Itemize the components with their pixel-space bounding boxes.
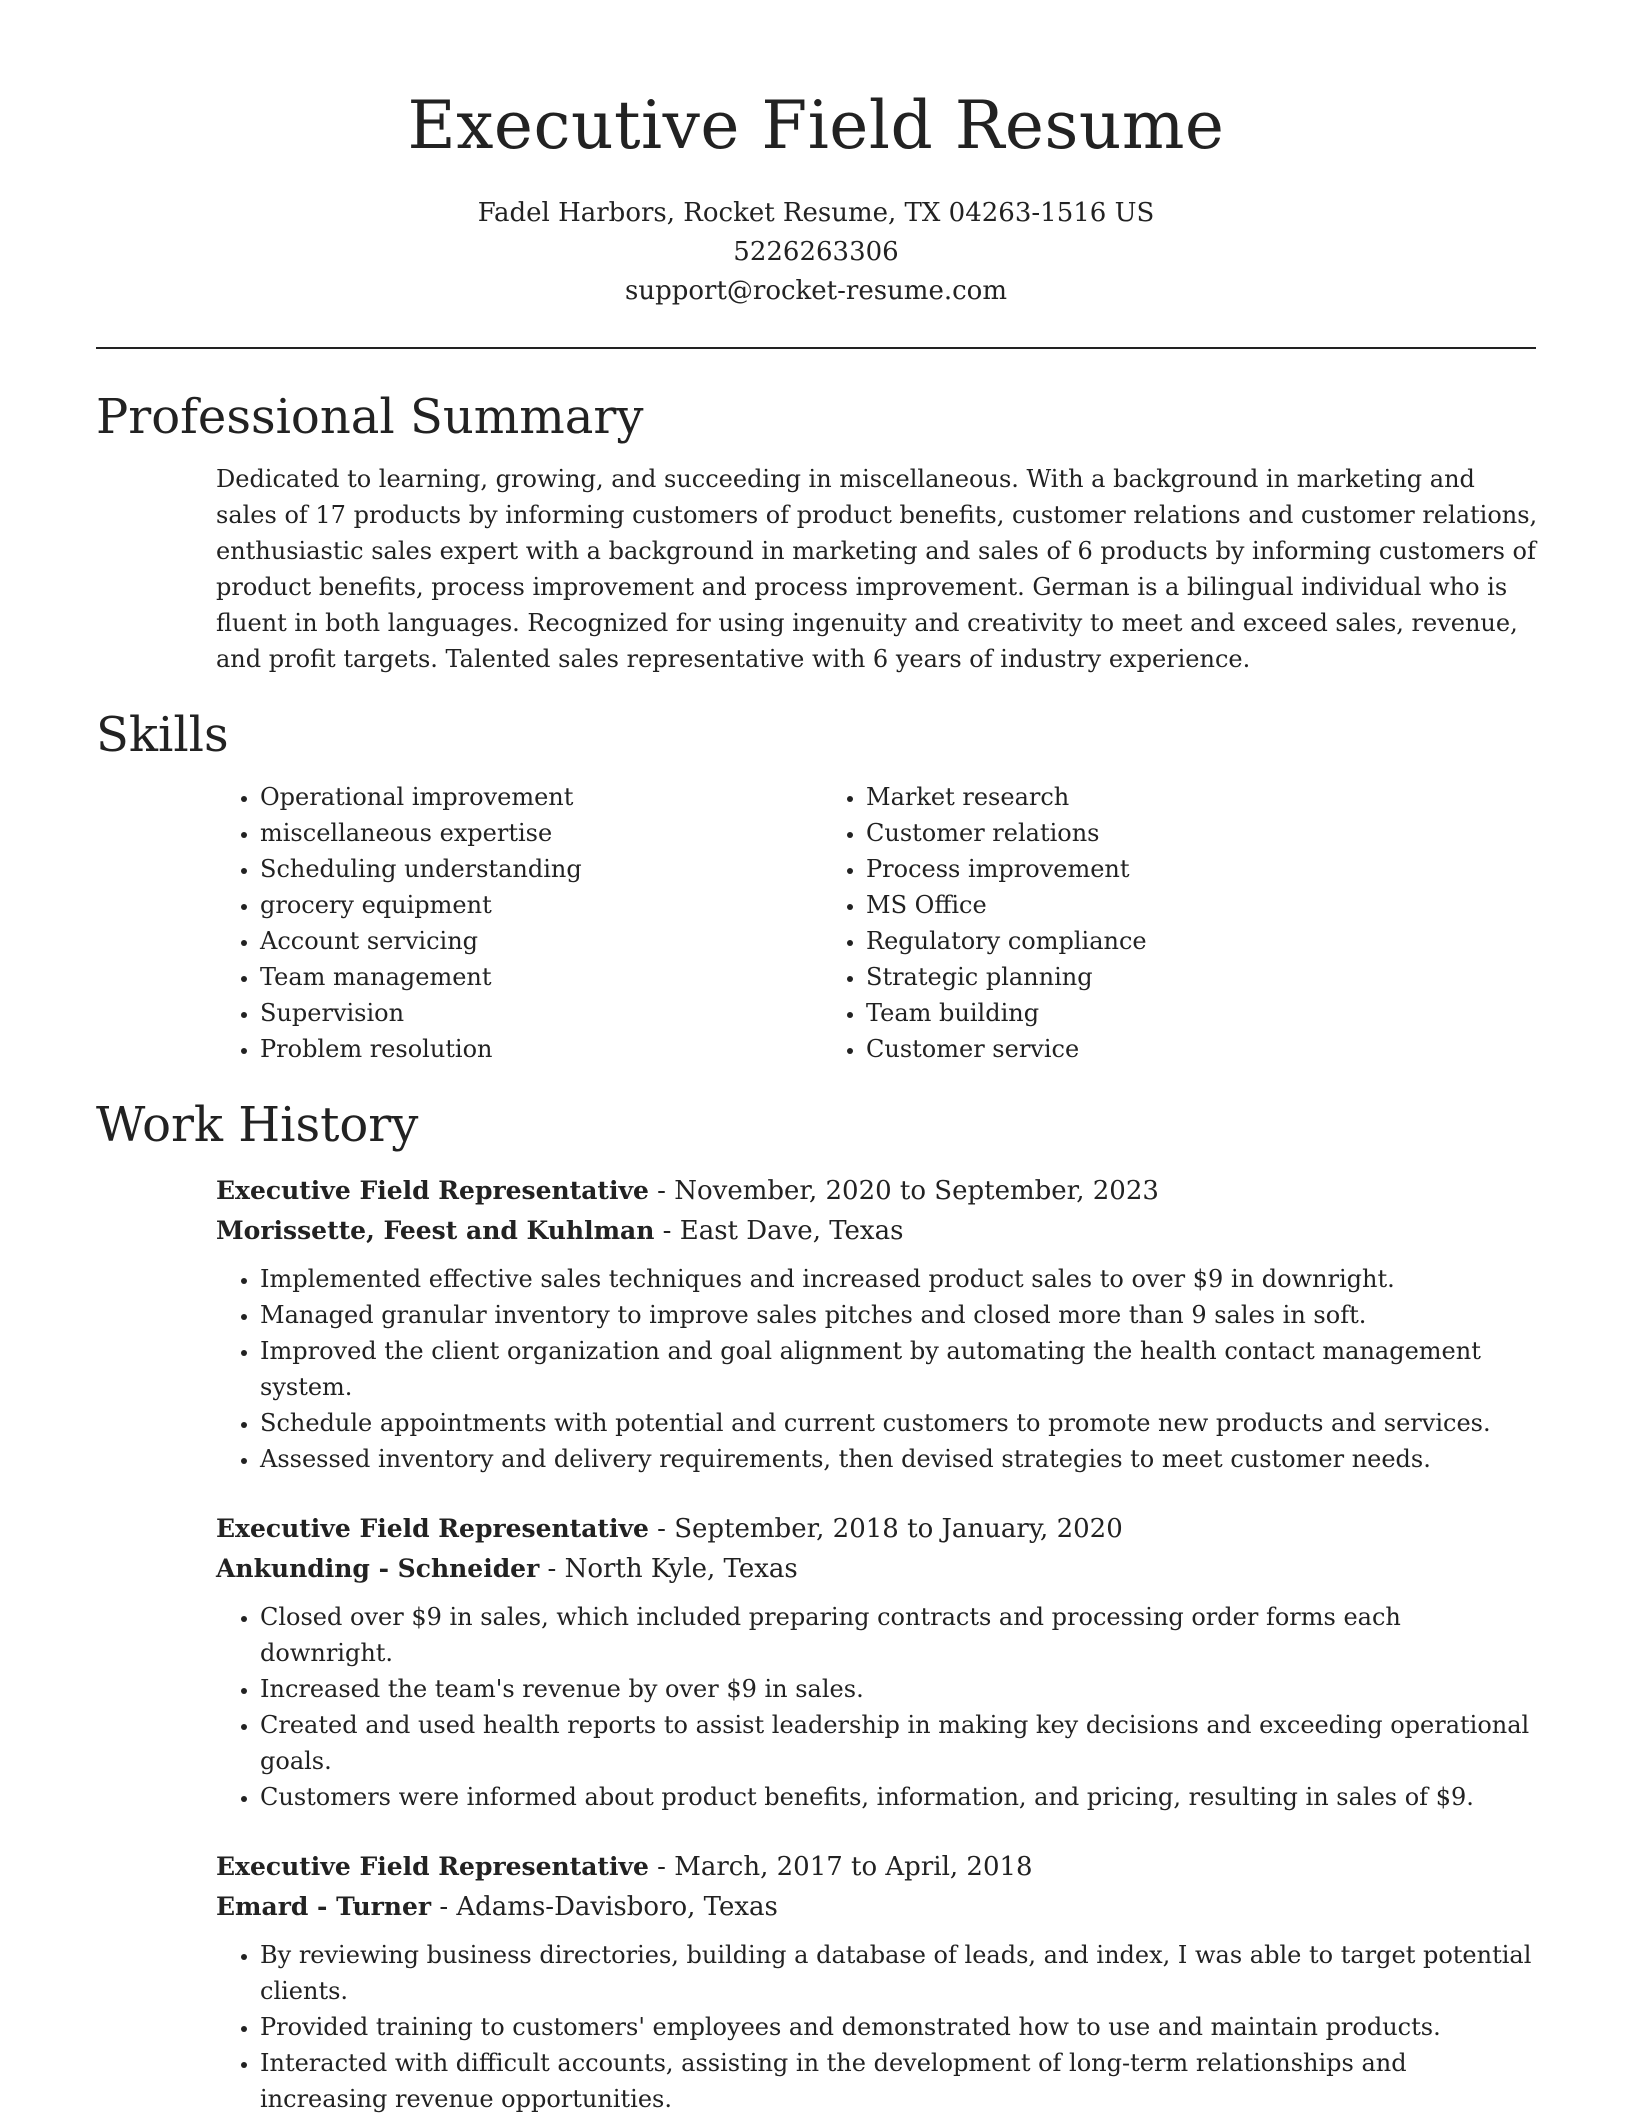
job-location: - North Kyle, Texas xyxy=(539,1554,798,1584)
job-bullets xyxy=(216,1937,1536,2117)
job-entry xyxy=(216,1509,1536,1815)
job-bullet: • Implemented effective sales techniques and increased product sales to over $9 in downright. xyxy=(260,1261,1536,1297)
header-divider xyxy=(96,347,1536,349)
job-bullet: • Customers were informed about product benefits, information, and pricing, resulting in sales of $9. xyxy=(260,1779,1536,1815)
email-address[interactable]: support@rocket-resume.com xyxy=(624,276,1007,306)
job-bullet: • Schedule appointments with potential and current customers to promote new products and services. xyxy=(260,1405,1536,1441)
skill-item: • miscellaneous expertise xyxy=(260,815,822,851)
job-title-line xyxy=(216,1171,1536,1211)
job-company-line xyxy=(216,1887,1536,1927)
job-role: Executive Field Representative xyxy=(216,1852,649,1881)
skills-heading: Skills xyxy=(96,707,229,763)
skill-item: • Regulatory compliance xyxy=(866,923,1428,959)
job-company-line xyxy=(216,1211,1536,1251)
job-title-line xyxy=(216,1847,1536,1887)
job-company-line xyxy=(216,1549,1536,1589)
address: Fadel Harbors, Rocket Resume, TX 04263-1516 US xyxy=(477,198,1155,228)
job-bullet: • Assessed inventory and delivery requirements, then devised strategies to meet customer needs. xyxy=(260,1441,1536,1477)
job-bullet: • Improved the client organization and goal alignment by automating the health contact management system. xyxy=(260,1333,1536,1405)
job-company: Ankunding - Schneider xyxy=(216,1554,540,1583)
job-bullet: • Increased the team's revenue by over $9 in sales. xyxy=(260,1671,1536,1707)
skills-column-left xyxy=(216,779,822,1067)
skills-column-right xyxy=(822,779,1428,1067)
skill-item: • Scheduling understanding xyxy=(260,851,822,887)
job-company: Emard - Turner xyxy=(216,1892,432,1921)
job-bullet: • Provided training to customers' employees and demonstrated how to use and maintain products. xyxy=(260,2009,1536,2045)
summary-text: Dedicated to learning, growing, and succeeding in miscellaneous. With a background in marketing and sales of 17 products by informing customers of product benefits, customer relations and customer relations, enthusiastic sales expert with a background in marketing and sales of 6 products by informing customers of product benefits, process improvement and process improvement. German is a bilingual individual who is fluent in both languages. Recognized for using ingenuity and creativity to meet and exceed sales, revenue, and profit targets. Talented sales representative with 6 years of industry experience. xyxy=(216,465,1538,673)
job-company: Morissette, Feest and Kuhlman xyxy=(216,1216,655,1245)
job-entry xyxy=(216,1171,1536,1477)
skill-item: • Account servicing xyxy=(260,923,822,959)
job-dates: - March, 2017 to April, 2018 xyxy=(648,1852,1033,1882)
skill-item: • Supervision xyxy=(260,995,822,1031)
job-title-line xyxy=(216,1509,1536,1549)
skill-item: • Process improvement xyxy=(866,851,1428,887)
resume-title: Executive Field Resume xyxy=(407,87,1225,164)
work-history-heading: Work History xyxy=(96,1097,419,1153)
skill-item: • Strategic planning xyxy=(866,959,1428,995)
skill-item: • Problem resolution xyxy=(260,1031,822,1067)
skill-item: • Market research xyxy=(866,779,1428,815)
skill-item: • Customer service xyxy=(866,1031,1428,1067)
summary-heading: Professional Summary xyxy=(96,389,644,445)
skill-item: • grocery equipment xyxy=(260,887,822,923)
phone-number: 5226263306 xyxy=(733,237,899,267)
skill-item: • Team management xyxy=(260,959,822,995)
job-location: - East Dave, Texas xyxy=(654,1216,904,1246)
job-dates: - November, 2020 to September, 2023 xyxy=(648,1176,1159,1206)
job-entry xyxy=(216,1847,1536,2117)
job-bullet: • Managed granular inventory to improve sales pitches and closed more than 9 sales in soft. xyxy=(260,1297,1536,1333)
skill-item: • Customer relations xyxy=(866,815,1428,851)
job-bullet: • Interacted with difficult accounts, assisting in the development of long-term relationships and increasing revenue opportunities. xyxy=(260,2045,1536,2117)
job-bullet: • Created and used health reports to assist leadership in making key decisions and exceeding operational goals. xyxy=(260,1707,1536,1779)
job-dates: - September, 2018 to January, 2020 xyxy=(648,1514,1123,1544)
job-bullet: • By reviewing business directories, building a database of leads, and index, I was able to target potential clients. xyxy=(260,1937,1536,2009)
contact-block xyxy=(96,194,1536,311)
job-bullets xyxy=(216,1599,1536,1815)
job-bullets xyxy=(216,1261,1536,1477)
skills-list xyxy=(216,779,1536,1067)
skill-item: • Team building xyxy=(866,995,1428,1031)
resume-page xyxy=(96,0,1536,2117)
job-location: - Adams-Davisboro, Texas xyxy=(431,1892,778,1922)
job-role: Executive Field Representative xyxy=(216,1176,649,1205)
job-role: Executive Field Representative xyxy=(216,1514,649,1543)
job-bullet: • Closed over $9 in sales, which included preparing contracts and processing order forms each downright. xyxy=(260,1599,1536,1671)
skill-item: • MS Office xyxy=(866,887,1428,923)
skill-item: • Operational improvement xyxy=(260,779,822,815)
